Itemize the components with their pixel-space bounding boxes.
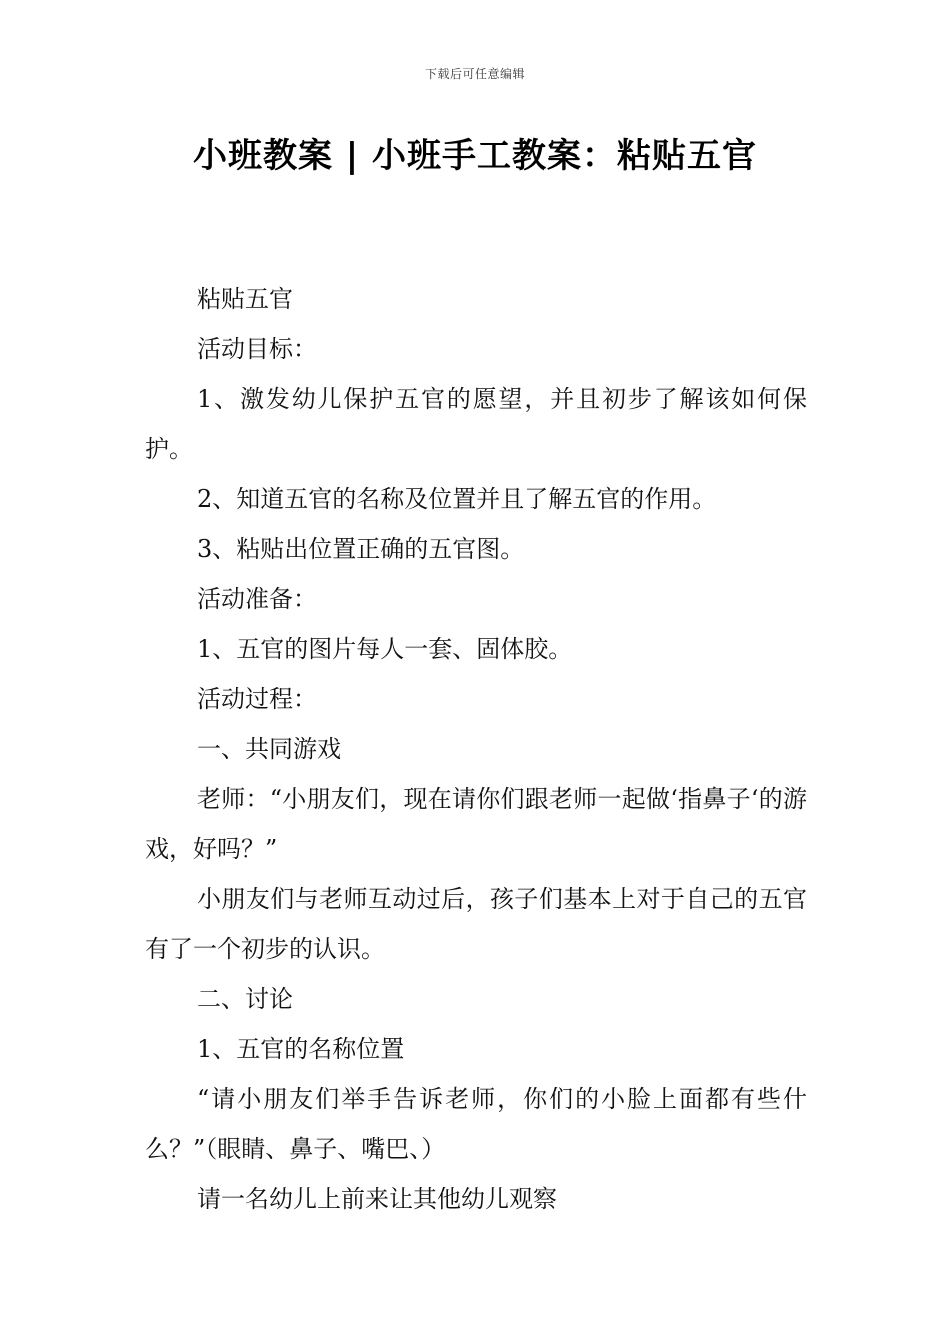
paragraph-teacher-quote: 老师：“小朋友们，现在请你们跟老师一起做‘指鼻子‘的游戏，好吗？”: [145, 785, 807, 863]
paragraph-goal-1: 1、激发幼儿保护五官的愿望，并且初步了解该如何保护。: [145, 385, 807, 463]
paragraph-names-positions: 1、五官的名称位置: [197, 1035, 405, 1063]
paragraph-goal-3: 3、粘贴出位置正确的五官图。: [197, 535, 525, 563]
paragraph-section-1: 一、共同游戏: [197, 735, 341, 763]
paragraph-prep-heading: 活动准备：: [197, 585, 317, 613]
paragraph-section-2: 二、讨论: [197, 985, 293, 1013]
paragraph-goals-heading: 活动目标：: [197, 335, 317, 363]
document-body: [145, 274, 807, 1224]
document-title: 小班教案 | 小班手工教案：粘贴五官: [192, 136, 758, 176]
paragraph-subtitle: 粘贴五官: [197, 285, 293, 313]
paragraph-prep-1: 1、五官的图片每人一套、固体胶。: [197, 635, 573, 663]
paragraph-question: “请小朋友们举手告诉老师，你们的小脸上面都有些什么？”（眼睛、鼻子、嘴巴、）: [145, 1085, 807, 1163]
paragraph-observe: 请一名幼儿上前来让其他幼儿观察: [197, 1185, 557, 1213]
paragraph-interaction: 小朋友们与老师互动过后，孩子们基本上对于自己的五官有了一个初步的认识。: [145, 885, 807, 963]
header-note: 下载后可任意编辑: [424, 67, 525, 81]
paragraph-process-heading: 活动过程：: [197, 685, 317, 713]
paragraph-goal-2: 2、知道五官的名称及位置并且了解五官的作用。: [197, 485, 717, 513]
